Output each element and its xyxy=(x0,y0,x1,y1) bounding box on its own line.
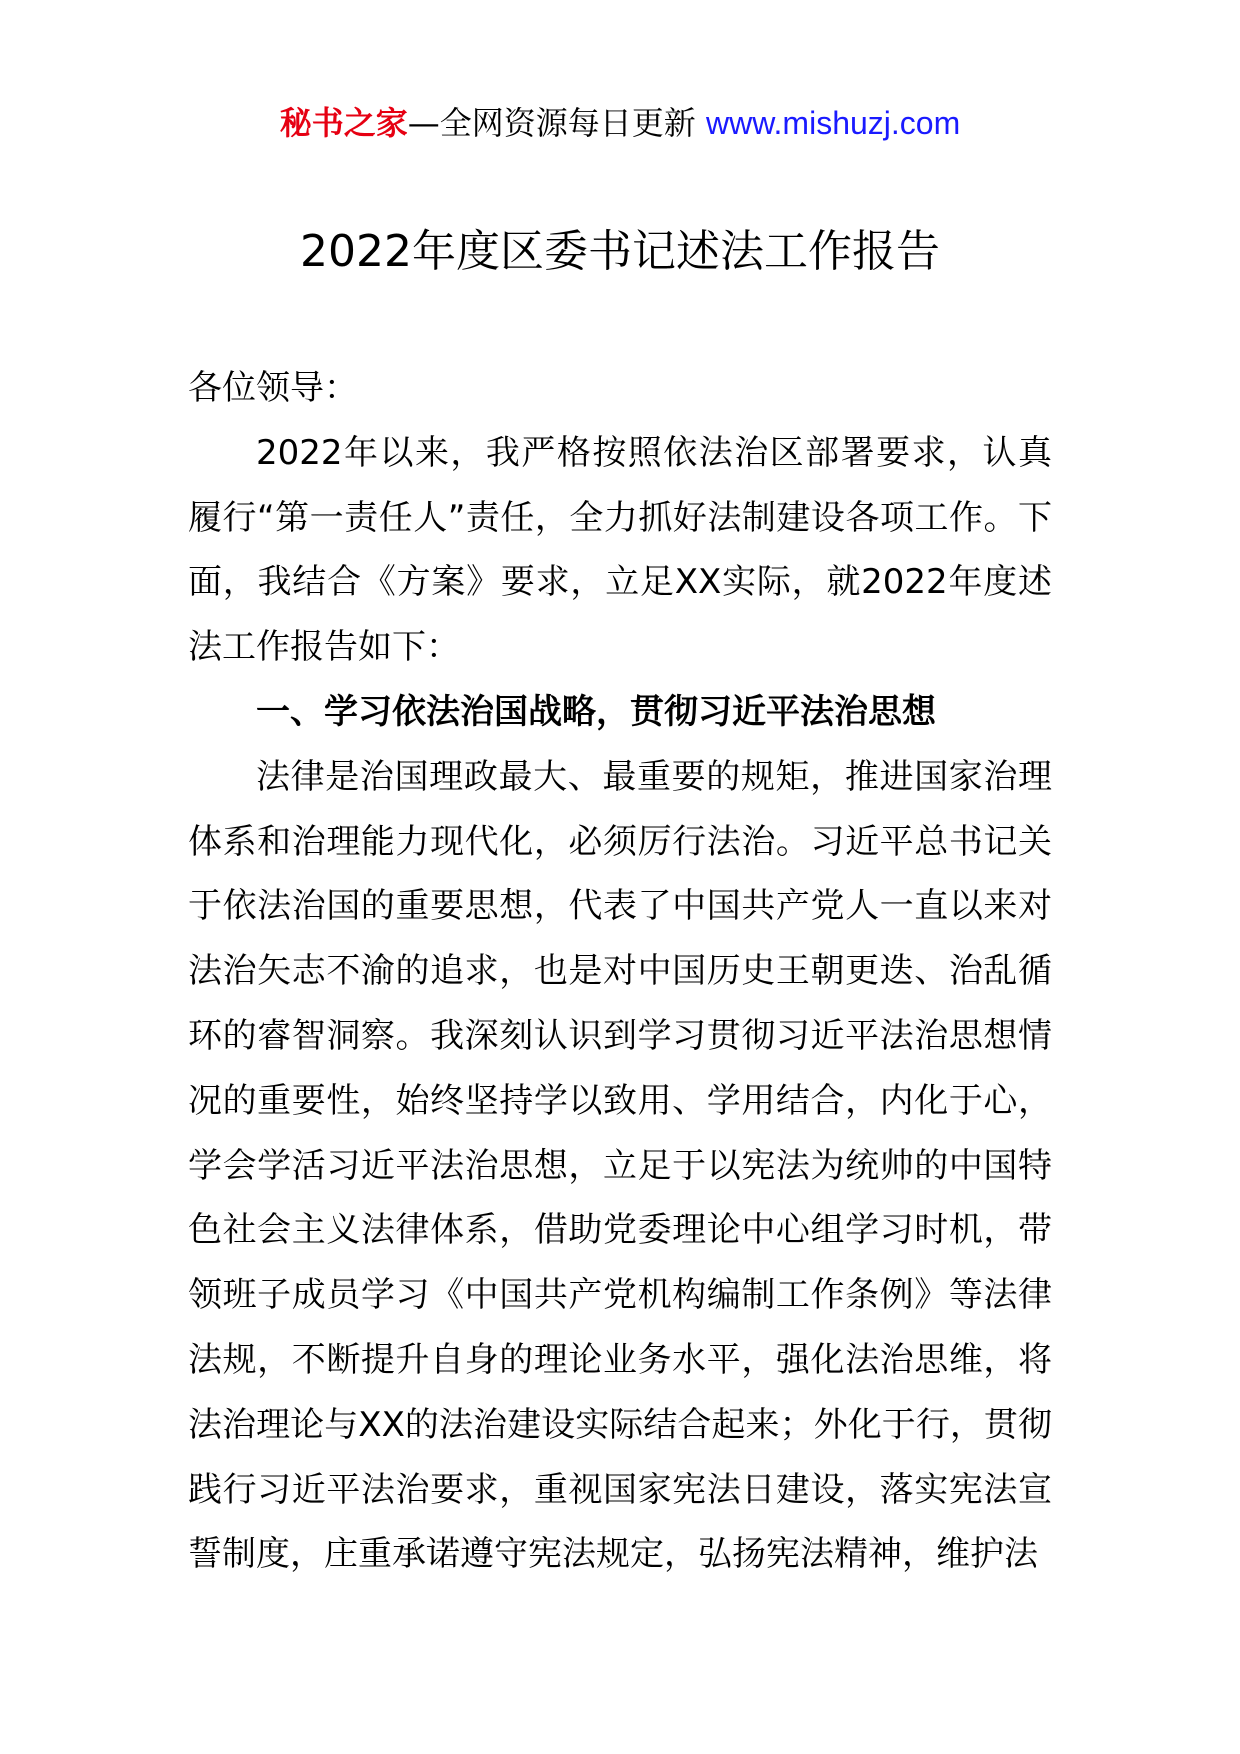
intro-paragraph: 2022年以来，我严格按照依法治区部署要求，认真履行“第一责任人”责任，全力抓好法制建设各项工作。下面，我结合《方案》要求，立足XX实际，就2022年度述法工作报告如下： xyxy=(188,432,1052,668)
site-header-banner xyxy=(0,98,1240,148)
site-tagline: —全网资源每日更新 xyxy=(407,104,696,142)
section-heading-1: 一、学习依法治国战略，贯彻习近平法治思想 xyxy=(256,691,936,732)
salutation: 各位领导： xyxy=(188,368,358,408)
document-title: 2022年度区委书记述法工作报告 xyxy=(300,226,940,277)
site-url-link[interactable]: www.mishuzj.com xyxy=(705,105,961,141)
site-brand: 秘书之家 xyxy=(279,104,408,142)
document-body xyxy=(188,356,1052,1587)
section-1-paragraph: 法律是治国理政最大、最重要的规矩，推进国家治理体系和治理能力现代化，必须厉行法治。习近平总书记关于依法治国的重要思想，代表了中国共产党人一直以来对法治矢志不渝的追求，也是对中国历史王朝更迭、治乱循环的睿智洞察。我深刻认识到学习贯彻习近平法治思想情况的重要性，始终坚持学以致用、学用结合，内化于心，学会学活习近平法治思想，立足于以宪法为统帅的中国特色社会主义法律体系，借助党委理论中心组学习时机，带领班子成员学习《中国共产党机构编制工作条例》等法律法规，不断提升自身的理论业务水平，强化法治思维，将法治理论与XX的法治建设实际结合起来；外化于行，贯彻践行习近平法治要求，重视国家宪法日建设，落实宪法宣誓制度，庄重承诺遵守宪法规定，弘扬宪法精神，维护法 xyxy=(188,756,1052,1575)
